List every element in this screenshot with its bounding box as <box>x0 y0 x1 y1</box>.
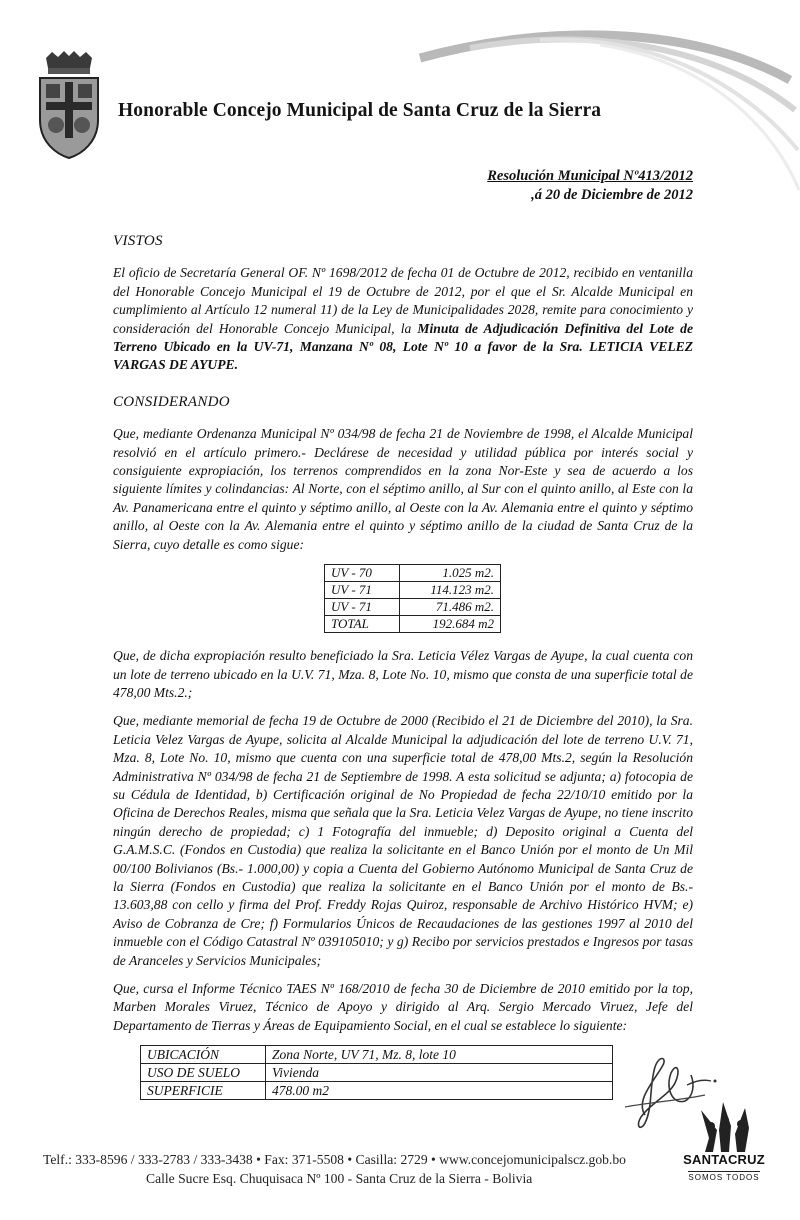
coat-of-arms-icon <box>34 50 104 160</box>
logo-tagline: SOMOS TODOS <box>688 1173 760 1182</box>
resolution-date: ,á 20 de Diciembre de 2012 <box>531 187 693 203</box>
considerando-paragraph-2: Que, de dicha expropiación resulto beneficiado la Sra. Leticia Vélez Vargas de Ayupe, la cual cuenta con un lote de terreno ubicado en la U.V. 71, Mza. 8, Lote No. 10, mismo que consta de una superficie total de 478,00 Mts.2.; <box>113 648 693 700</box>
table-row <box>325 599 501 616</box>
table-cell: 192.684 m2 <box>400 616 501 633</box>
considerando-paragraph-3: Que, mediante memorial de fecha 19 de Octubre de 2000 (Recibido el 21 de Diciembre del 2010), la Sra. Leticia Velez Vargas de Ayupe, solicita al Alcalde Municipal la adjudicación del lote de terreno U.V. 71, Mza. 8, Lote No. 10, mismo que cuenta con una superficie total de 478,00 Mts.2, según la Resolución Administrativa Nº 034/98 de fecha 21 de Septiembre de 1998. A esta solicitud se adjunta; a) fotocopia de su Cédula de Identidad, b) Certificación original de No Propiedad de fecha 22/10/10 emitido por la Oficina de Derechos Reales, misma que señala que la Sra. Leticia Velez Vargas de Ayupe, no tiene inscrito ningún derecho de propiedad; c) 1 Fotografía del inmueble; d) Deposito original a Cuenta del G.A.M.S.C. (Fondos en Custodia) que realiza la solicitante en el Banco Unión por el monto de Un Mil 00/100 Bolivianos (Bs.- 1.000,00) y copia a Cuenta del Gobierno Autónomo Municipal de Santa Cruz de la Sierra (Fondos en Custodia) que realiza la solicitante en el Banco Unión por el monto de Bs.- 13.603,88 con cello y firma del Prof. Freddy Rojas Quiroz, responsable de Archivo Histórico HVM; e) Aviso de Cobranza de Cre; f) Formularios Únicos de Recaudaciones de las gestiones 1997 al 2010 del inmueble con el Código Catastral Nº 039105010; y g) Recibo por servicios prestados e Ingresos por tasas de Aranceles y Servicios Municipales; <box>113 713 693 968</box>
vistos-text: El oficio de Secretaría General OF. Nº 1698/2012 de fecha 01 de Octubre de 2012, recibido en ventanilla del Honorable Concejo Municipal el 19 de Octubre de 2012, por el que el Sr. Alcalde Municipal en cumplimiento al Artículo 12 numeral 11) de la Ley de Municipalidades 2028, remite para conocimiento y consideración del Honorable Concejo Municipal, la <box>113 265 693 336</box>
table-row <box>141 1082 613 1100</box>
table-cell: 114.123 m2. <box>400 582 501 599</box>
vistos-heading: VISTOS <box>113 233 163 249</box>
table-cell: UBICACIÓN <box>141 1046 266 1064</box>
vistos-text-bold: Minuta de Adjudicación Definitiva del Lote de Terreno Ubicado en la UV-71, Manzana Nº 08, Lote Nº 10 a favor de la Sra. LETICIA VELEZ VARGAS DE AYUPE. <box>113 320 693 373</box>
table-cell: SUPERFICIE <box>141 1082 266 1100</box>
considerando-paragraph-4: Que, cursa el Informe Técnico TAES Nº 168/2010 de fecha 30 de Diciembre de 2010 emitido por la top, Marben Morales Viruez, Técnico de Apoyo y dirigido al Arq. Sergio Mercado Viruez, Jefe del Departamento de Tierras y Áreas de Equipamiento Social, en el cual se establece lo siguiente: <box>113 981 693 1033</box>
table-cell: Zona Norte, UV 71, Mz. 8, lote 10 <box>266 1046 613 1064</box>
footer-address: Calle Sucre Esq. Chuquisaca Nº 100 - Santa Cruz de la Sierra - Bolivia <box>146 1171 533 1186</box>
table-cell: UV - 71 <box>325 582 400 599</box>
table-cell: UV - 70 <box>325 565 400 582</box>
footer-contact: Telf.: 333-8596 / 333-2783 / 333-3438 • Fax: 371-5508 • Casilla: 2729 • www.concejomunicipalscz.gob.bo <box>43 1152 626 1167</box>
table-row <box>325 582 501 599</box>
table-row <box>141 1064 613 1082</box>
table-cell: 478.00 m2 <box>266 1082 613 1100</box>
resolution-number: Resolución Municipal Nº413/2012 <box>487 168 693 184</box>
table-cell: 71.486 m2. <box>400 599 501 616</box>
table-cell: Vivienda <box>266 1064 613 1082</box>
vistos-paragraph <box>113 264 693 374</box>
location-table <box>140 1045 613 1100</box>
document-body <box>113 232 693 1100</box>
table-row <box>325 565 501 582</box>
santacruz-logo-text <box>682 1153 766 1185</box>
resolution-block <box>487 167 693 205</box>
considerando-heading: CONSIDERANDO <box>113 393 230 410</box>
table-cell: UV - 71 <box>325 599 400 616</box>
considerando-paragraph-1: Que, mediante Ordenanza Municipal Nº 034/98 de fecha 21 de Noviembre de 1998, el Alcalde Municipal resolvió en el artículo primero.- Declárese de necesidad y utilidad pública por interés social y consiguiente expropiación, los terrenos comprendidos en la zona Nor-Este y sea de acuerdo a los siguiente límites y colindancias: Al Norte, con el séptimo anillo, al Sur con el quinto anillo, al Este con la Av. Panamericana entre el quinto y séptimo anillo, al Oeste con la Av. Alemania entre el quinto y séptimo anillo, al Oeste con la Av. Alemania entre el quinto y séptimo anillo de la ciudad de Santa Cruz de la Sierra, cuyo detalle es como sigue: <box>113 426 693 552</box>
area-table <box>324 564 501 633</box>
header-title: Honorable Concejo Municipal de Santa Cruz de la Sierra <box>118 100 602 121</box>
table-row <box>325 616 501 633</box>
table-cell: 1.025 m2. <box>400 565 501 582</box>
logo-name: SANTACRUZ <box>683 1152 765 1167</box>
table-cell: USO DE SUELO <box>141 1064 266 1082</box>
table-row <box>141 1046 613 1064</box>
table-cell: TOTAL <box>325 616 400 633</box>
